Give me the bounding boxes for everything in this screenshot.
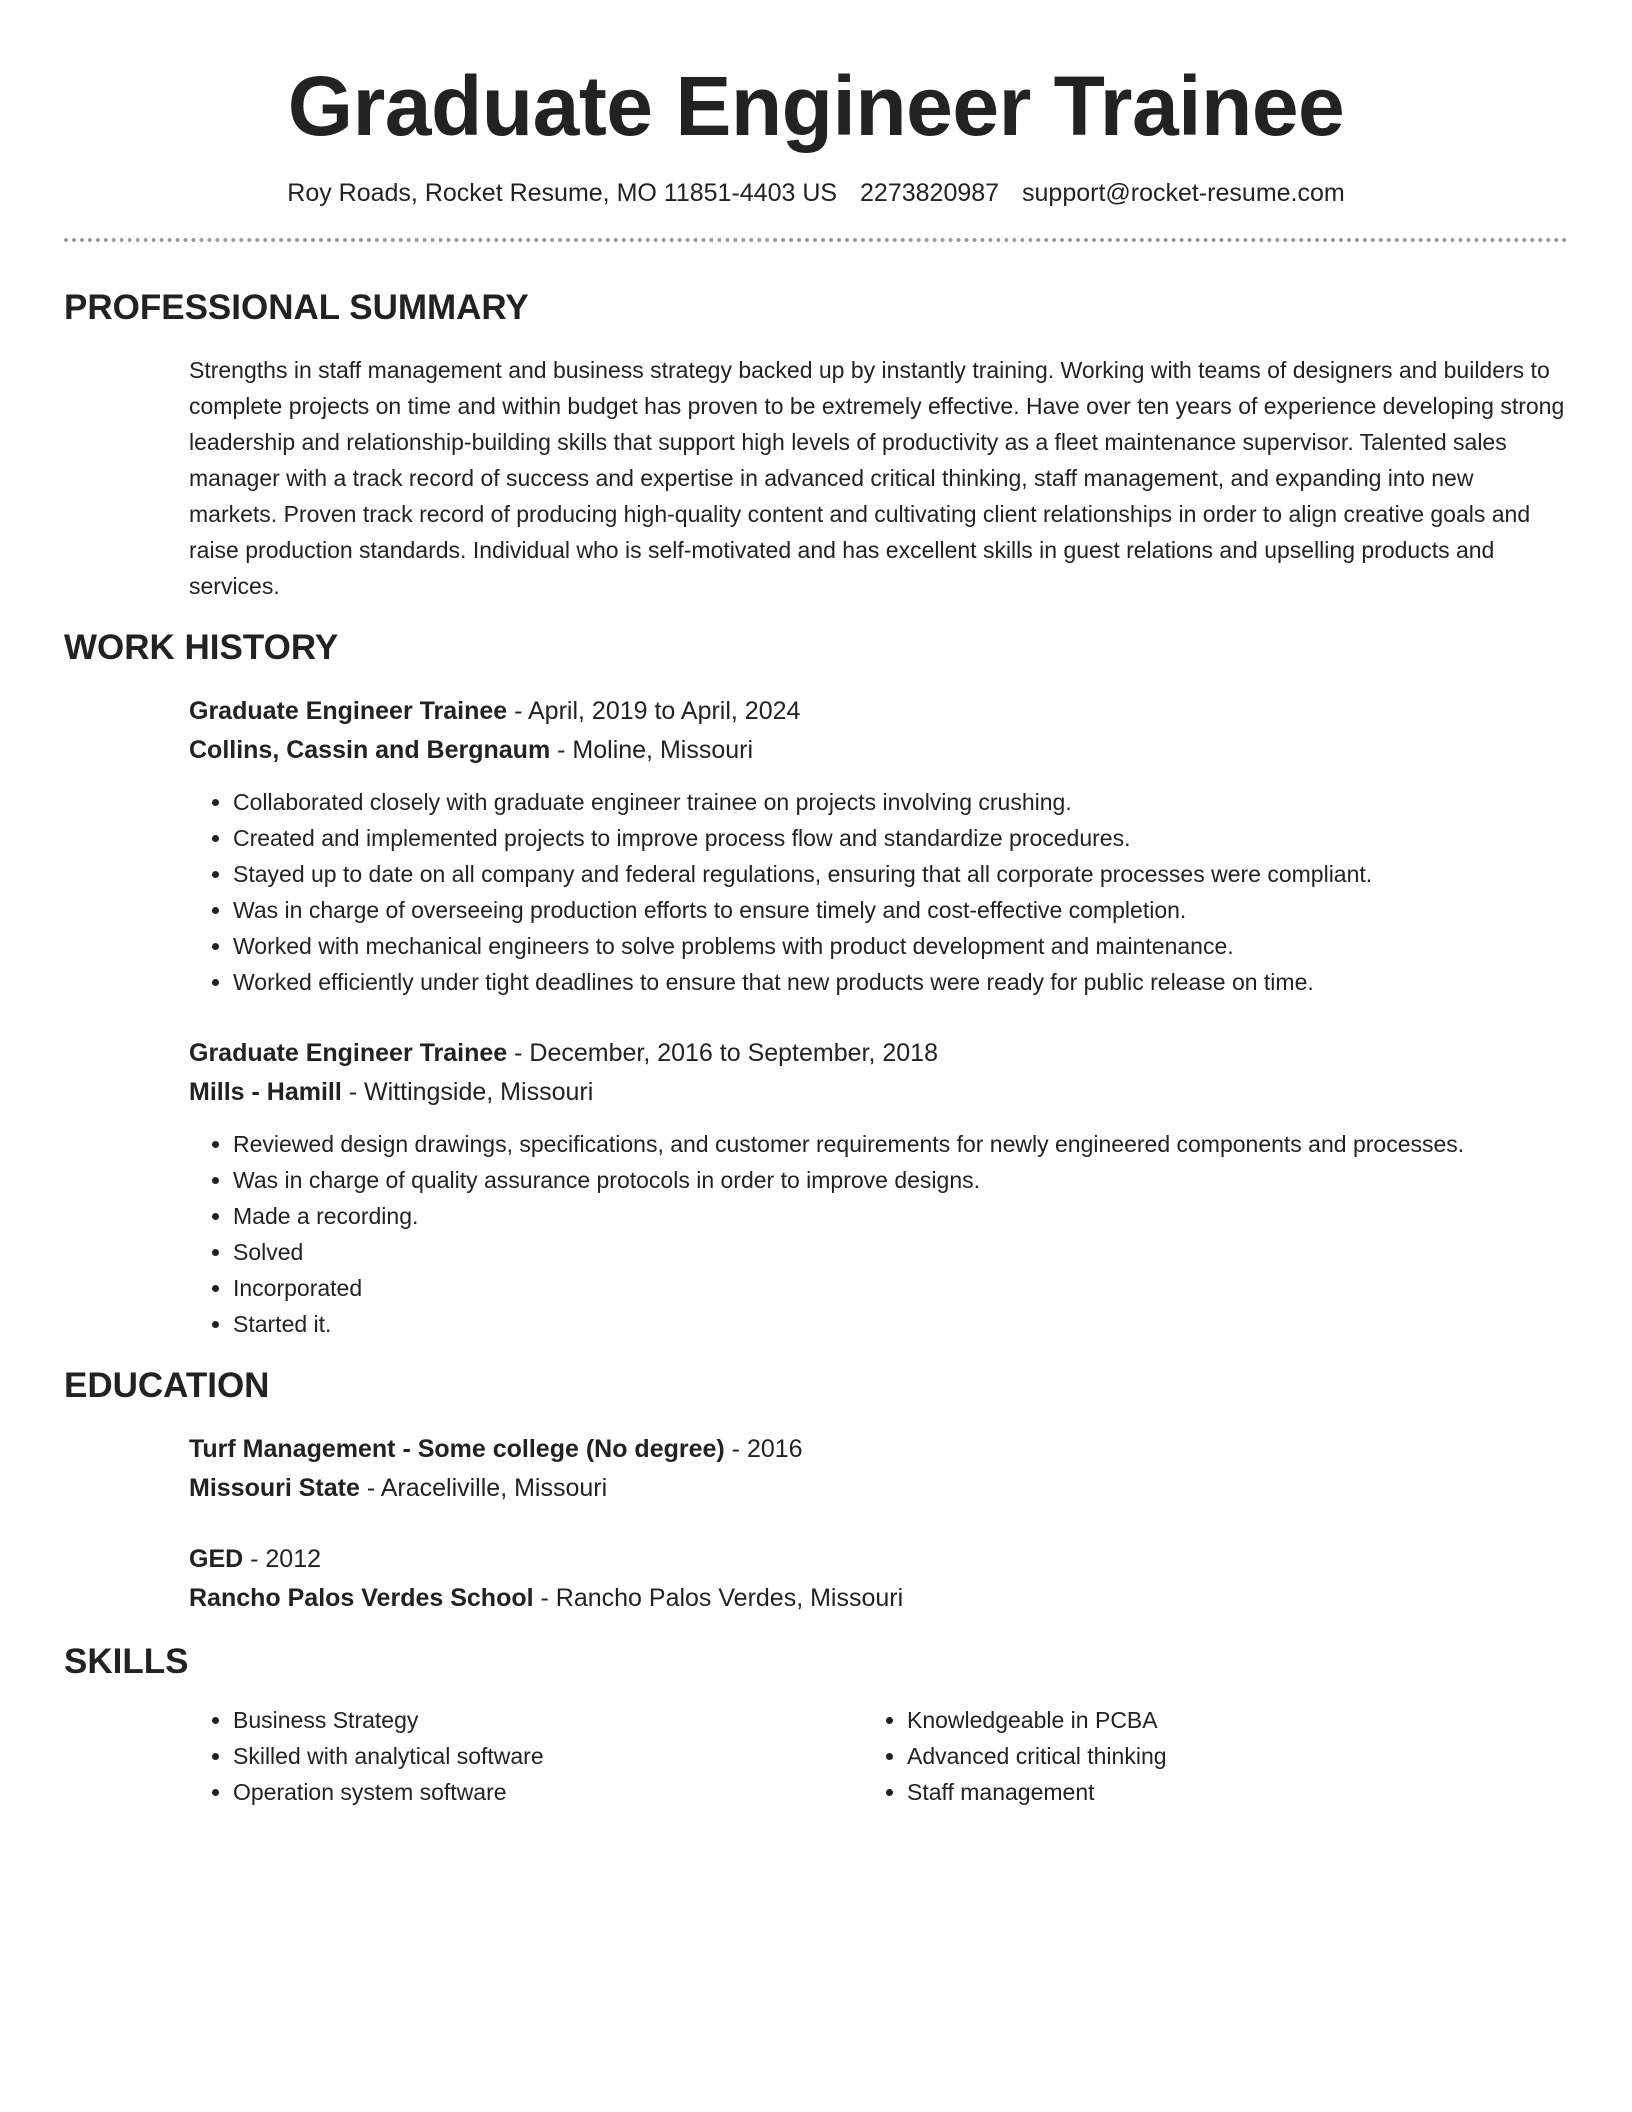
skill-item: • Staff management [907,1774,1537,1810]
education-section [64,1364,1568,1618]
job-location: - Wittingside, Missouri [341,1078,594,1106]
contact-phone: 2273820987 [860,179,1000,207]
contact-line [64,176,1568,210]
skills-heading: SKILLS [64,1642,189,1681]
job-bullet: • Collaborated closely with graduate engineer trainee on projects involving crushing. [233,784,1568,820]
job-dates: - December, 2016 to September, 2018 [507,1039,938,1067]
summary-heading: PROFESSIONAL SUMMARY [64,288,529,327]
skills-column-left [189,1702,863,1810]
job-entry [189,692,1568,1000]
job-company: Mills - Hamill [189,1078,342,1106]
skill-item: • Knowledgeable in PCBA [907,1702,1537,1738]
education-school: Rancho Palos Verdes School [189,1584,534,1612]
job-bullet: • Made a recording. [233,1198,1568,1234]
header-divider [64,238,1568,242]
job-bullet: • Worked efficiently under tight deadlines to ensure that new products were ready for public release on time. [233,964,1568,1000]
skills-column-right [863,1702,1537,1810]
education-degree: Turf Management - Some college (No degree) [189,1435,725,1463]
education-entry [189,1540,1568,1618]
skills-grid [189,1702,1568,1810]
skill-item: • Operation system software [233,1774,863,1810]
job-bullet: • Reviewed design drawings, specifications, and customer requirements for newly engineered components and processes. [233,1126,1568,1162]
work-history-section [64,626,1568,1342]
education-year: - 2016 [724,1435,803,1463]
education-degree-line [189,1540,1568,1579]
job-role: Graduate Engineer Trainee [189,1039,508,1067]
job-bullet: • Stayed up to date on all company and federal regulations, ensuring that all corporate processes were compliant. [233,856,1568,892]
job-company: Collins, Cassin and Bergnaum [189,736,551,764]
education-location: - Rancho Palos Verdes, Missouri [533,1584,904,1612]
education-school-line [189,1469,1568,1508]
contact-email: support@rocket-resume.com [1022,179,1345,207]
job-bullet: • Started it. [233,1306,1568,1342]
job-title-line [189,1034,1568,1073]
job-bullet: • Created and implemented projects to improve process flow and standardize procedures. [233,820,1568,856]
skill-item: • Business Strategy [233,1702,863,1738]
education-degree-line [189,1430,1568,1469]
education-degree: GED [189,1545,244,1573]
job-bullets [189,1126,1568,1342]
summary-text: Strengths in staff management and business strategy backed up by instantly training. Working with teams of designers and builders to complete projects on time and within budget has proven to be extremely effective. Have over ten years of experience developing strong leadership and relationship-building skills that support high levels of productivity as a fleet maintenance supervisor. Talented sales manager with a track record of success and expertise in advanced critical thinking, staff management, and expanding into new markets. Proven track record of producing high-quality content and cultivating client relationships in order to align creative goals and raise production standards. Individual who is self-motivated and has excellent skills in guest relations and upselling products and services. [189,357,1565,599]
job-bullet: • Incorporated [233,1270,1568,1306]
skill-item: • Advanced critical thinking [907,1738,1537,1774]
job-title-line [189,692,1568,731]
education-entry [189,1430,1568,1508]
work-history-heading: WORK HISTORY [64,628,339,667]
job-role: Graduate Engineer Trainee [189,697,508,725]
skills-section [64,1640,1568,1810]
summary-section [64,286,1568,604]
job-bullets [189,784,1568,1000]
education-location: - Araceliville, Missouri [359,1474,608,1502]
job-dates: - April, 2019 to April, 2024 [507,697,801,725]
education-school-line [189,1579,1568,1618]
candidate-name: Graduate Engineer Trainee [287,59,1345,153]
job-location: - Moline, Missouri [550,736,754,764]
job-bullet: • Was in charge of overseeing production efforts to ensure timely and cost-effective completion. [233,892,1568,928]
job-entry [189,1034,1568,1342]
job-company-line [189,731,1568,770]
education-school: Missouri State [189,1474,360,1502]
job-bullet: • Solved [233,1234,1568,1270]
skill-item: • Skilled with analytical software [233,1738,863,1774]
contact-address: Roy Roads, Rocket Resume, MO 11851-4403 US [287,179,838,207]
education-year: - 2012 [243,1545,322,1573]
job-bullet: • Was in charge of quality assurance protocols in order to improve designs. [233,1162,1568,1198]
education-heading: EDUCATION [64,1366,270,1405]
job-bullet: • Worked with mechanical engineers to solve problems with product development and maintenance. [233,928,1568,964]
job-company-line [189,1073,1568,1112]
